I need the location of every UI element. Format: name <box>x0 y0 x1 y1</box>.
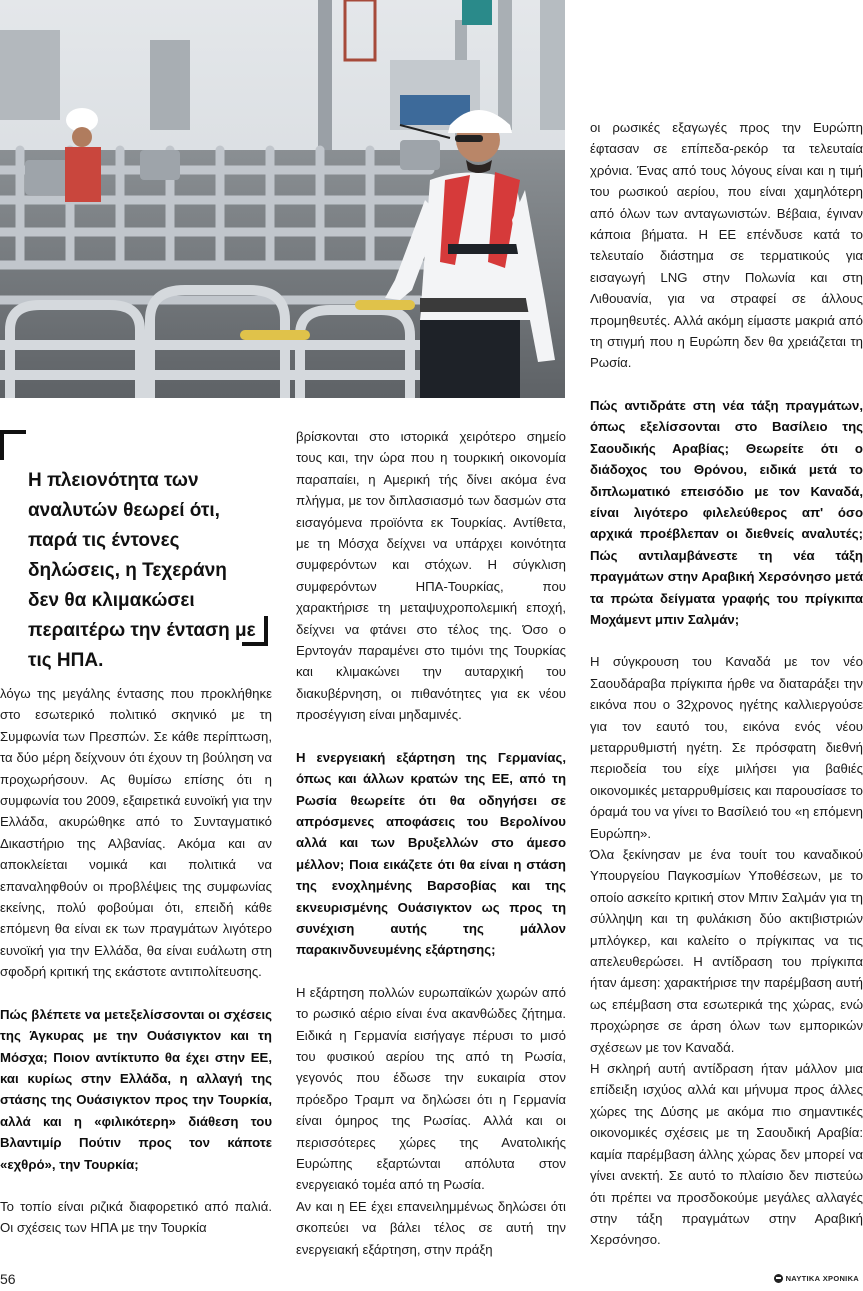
brand-name: ΝΑΥΤΙΚΑ ΧΡΟΝΙΚΑ <box>785 1274 859 1283</box>
paragraph: Αν και η ΕΕ έχει επανειλημμένως δηλώσει ότι σκοπεύει να βάλει τέλος σε αυτή την ενεργειακή εξάρτηση, στην πράξη <box>296 1198 566 1257</box>
crane-mast <box>318 0 332 150</box>
paragraph: οι ρωσικές εξαγωγές προς την Ευρώπη έφτασαν σε επίπεδα-ρεκόρ τα τελευταία χρόνια. Ένας από τους λόγους είναι και η τιμή του ρωσικού αερίου, που είναι χαμηλότερη από όλων των ανταγωνιστών. Βέβαια, έγιναν κάποια βήματα. Η ΕΕ επένδυσε κατά το τελευταίο διάστημα σε τερματικούς για εισαγωγή LNG στην Πολωνία και στη Λιθουανία, για να στραφεί σε άλλους προμηθευτές. Αλλά ακόμη είμαστε μακριά από τη στιγμή που η Ευρώπη δεν θα χρειάζεται τη Ρωσία. <box>590 120 863 371</box>
interview-question: Πώς αντιδράτε στη νέα τάξη πραγμάτων, όπως εξελίσσονται στο Βασίλειο της Σαουδικής Αραβίας; Θεωρείτε ότι ο διάδοχος του Θρόνου, ειδικά μετά το διπλωματικό επεισόδιο με τον Καναδά, είναι λιγότερο φιλελεύθερος απ' όσο αρχικά προέβλεπαν οι διεθνείς αναλυτές; Πώς αντιλαμβάνεστε τη νέα τάξη πραγμάτων στην Αραβική Χερσόνησο μετά τα πρώτα δείγματα γραφής του πρίγκιπα Μοχάμεντ μπιν Σαλμάν; <box>590 397 863 627</box>
paragraph: Η σύγκρουση του Καναδά με τον νέο Σαουδάραβα πρίγκιπα ήρθε να διαταράξει την εικόνα που ο 32χρονος ηγέτης καλλιεργούσε για τον εαυτό του, εικόνα ενός νέου μεταρρυθμιστή ηγέτη. Σε πρόσφατη διεθνή περιοδεία του είχε μιλήσει για βαθιές οικονομικές μεταρρυθμίσεις και παρουσίασε το όραμά του να γίνει το Βασίλειό του «η επόμενη Ευρώπη». <box>590 654 863 841</box>
quote-bracket-top-left <box>0 430 26 460</box>
quote-bracket-bottom-right <box>242 616 268 646</box>
pull-quote-text: Η πλειονότητα των αναλυτών θεωρεί ότι, παρά τις έντονες δηλώσεις, η Τεχεράνη δεν θα κλιμακώσει περαιτέρω την ένταση με τις ΗΠΑ. <box>28 470 256 671</box>
interview-question: Πώς βλέπετε να μετεξελίσσονται οι σχέσεις της Άγκυρας με την Ουάσιγκτον και τη Μόσχα; Ποιον αντίκτυπο θα έχει στην ΕΕ, και κυρίως στην Ελλάδα, η αλλαγή της στάσης της Ουάσιγκτον προς την Τουρκία, αλλά και η «φιλικότερη» διάθεση του Βλαντιμίρ Πούτιν προς τον κάποτε «εχθρό», την Τουρκία; <box>0 1006 272 1172</box>
paragraph: Η εξάρτηση πολλών ευρωπαϊκών χωρών από το ρωσικό αέριο είναι ένα ακανθώδες ζήτημα. Ειδικά η Γερμανία εισήγαγε πέρυσι το μισό του φυσικού αερίου της από τη Ρωσία, γεγονός που έδωσε την ευκαιρία στον πρόεδρο Τραμπ να δηλώσει ότι η Γερμανία είναι όμηρος της Ρωσίας. Αλλά και οι περισσότερες χώρες της Ανατολικής Ευρώπης εξαρτώνται απόλυτα στον ενεργειακό τομέα από τη Ρωσία. <box>296 984 566 1193</box>
worker-background <box>65 108 101 202</box>
brand-logo-icon <box>774 1274 783 1283</box>
lng-terminal-photo <box>0 0 565 398</box>
paragraph: Το τοπίο είναι ριζικά διαφορετικό από παλιά. Οι σχέσεις των ΗΠΑ με την Τουρκία <box>0 1198 272 1236</box>
paragraph: Η σκληρή αυτή αντίδραση ήταν μάλλον μια επίδειξη ισχύος αλλά και μήνυμα προς άλλες χώρες της Δύσης με ακόμα πιο σημαντικές οικονομικές σχέσεις με τη Σαουδική Αραβία: καμία παρέμβαση άλλης χώρας δεν μπορεί να γίνει ανεκτή. Σε αυτό το πλαίσιο δεν πιστεύω ότι πρέπει να προσδοκούμε μεγάλες αλλαγές στην τάξη πραγμάτων στην Αραβική Χερσόνησο. <box>590 1061 863 1248</box>
column-3 <box>590 117 863 1251</box>
column-1 <box>0 683 272 1239</box>
paragraph: Όλα ξεκίνησαν με ένα τουίτ του καναδικού Υπουργείου Παγκοσμίων Υποθέσεων, με το οποίο ασκείτο κριτική στον Μπιν Σαλμάν για τη σύλληψη και τη φυλάκιση δύο ακτιβιστριών μπλόγκερ, και καλείτο ο πρίγκιπας να τις απελευθερώσει. Η αντίδραση του πρίγκιπα ήταν άμεση: χαρακτήρισε την παρέμβαση αυτή ως επέμβαση στα εσωτερικά της χώρας, ενώ προχώρησε σε άρση όλων των εμπορικών σχέσεων με τον Καναδά. <box>590 847 863 1055</box>
interview-question: Η ενεργειακή εξάρτηση της Γερμανίας, όπως και άλλων κρατών της ΕΕ, από τη Ρωσία θεωρείτε ότι θα οδηγήσει σε απρόσμενες αποφάσεις του Βερολίνου αλλά και των Βρυξελλών στο άμεσο μέλλον; Ποια εικάζετε ότι θα είναι η στάση της ενοχλημένης Βαρσοβίας και της εκνευρισμένης Ουάσιγκτον ως προς τη συνέχιση αυτής της μάλλον παρακινδυνευμένης εξάρτησης; <box>296 749 566 958</box>
pull-quote <box>0 430 272 671</box>
magazine-brand <box>774 1274 859 1283</box>
paragraph: λόγω της μεγάλης έντασης που προκλήθηκε στο εσωτερικό πολιτικό σκηνικό με τη Συμφωνία των Πρεσπών. Σε κάθε περίπτωση, τα δύο μέρη δείχνουν ότι έχουν τη βούληση να προχωρήσουν. Ας θυμίσω επίσης ότι η συμφωνία του 2009, εξαιρετικά ευνοϊκή για την Ελλάδα, ακυρώθηκε από το Συνταγματικό Δικαστήριο της Αλβανίας. Ακόμα και αν αποκλείεται νομικά και πολιτικά να επαναληφθούν οι προβλέψεις της συμφωνίας εκείνης, πολύ φοβούμαι ότι, επειδή κάθε επόμενη θα είναι εκ των πραγμάτων λιγότερο ευνοϊκή για την Ελλάδα, θα είναι ευάλωτη στη σφοδρή κριτική της εκάστοτε αντιπολίτευσης. <box>0 686 272 980</box>
page-number: 56 <box>0 1271 16 1287</box>
article-photo <box>0 0 565 398</box>
paragraph: βρίσκονται στο ιστορικά χειρότερο σημείο τους και, την ώρα που η τουρκική οικονομία παραπαίει, η Αμερική τής δίνει ακόμα ένα πλήγμα, με τον διπλασιασμό των δασμών στα εισαγόμενα προϊόντα εκ Τουρκίας. Αντίθετα, με τη Μόσχα δείχνει να υπάρχει κοινότητα συμφερόντων και στόχων. Η σύγκλιση συμφερόντων ΗΠΑ-Τουρκίας, που χαρακτήρισε τη μεταψυχροπολεμική εποχή, δείχνει να φτάνει στο τέλος της. Όσο ο Ερντογάν παραμένει στο τιμόνι της Τουρκίας και κλιμακώνει την αυταρχική του διακυβέρνηση, οι πιθανότητες για εκ νέου προσέγγιση είναι μηδαμινές. <box>296 429 566 723</box>
column-2 <box>296 426 566 1260</box>
